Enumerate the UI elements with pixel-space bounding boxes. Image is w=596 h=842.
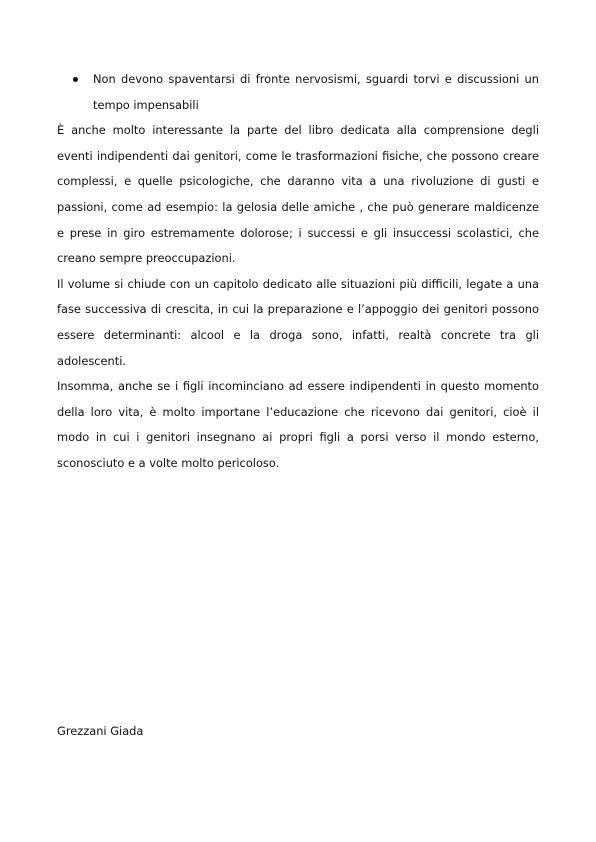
bullet-text: Non devono spaventarsi di fronte nervosismi, sguardi torvi e discussioni un tempo impensabili (93, 72, 539, 112)
author-signature: Grezzani Giada (57, 724, 144, 738)
paragraph-comprehension: È anche molto interessante la parte del libro dedicata alla comprensione degli eventi indipendenti dai genitori, come le trasformazioni fisiche, che possono creare complessi, e quelle psicologiche, che daranno vita a una rivoluzione di gusti e passioni, come ad esempio: la gelosia delle amiche , che può generare maldicenze e prese in giro estremamente dolorose; i successi e gli insuccessi scolastici, che creano sempre preoccupazioni. (57, 123, 539, 266)
paragraph-conclusion: Insomma, anche se i figli incominciano ad essere indipendenti in questo momento della loro vita, è molto importane l’educazione che ricevono dai genitori, cioè il modo in cui i genitori insegnano ai propri figli a porsi verso il mondo esterno, sconosciuto e a volte molto pericoloso. (57, 379, 539, 470)
body-text (57, 67, 539, 477)
bullet-list-item (57, 67, 539, 118)
paragraph-final-chapter: Il volume si chiude con un capitolo dedicato alle situazioni più difficili, legate a una fase successiva di crescita, in cui la preparazione e l’appoggio dei genitori possono essere determinanti: alcool e la droga sono, infatti, realtà concrete tra gli adolescenti. (57, 276, 539, 368)
bullet-dot-icon (73, 77, 78, 82)
